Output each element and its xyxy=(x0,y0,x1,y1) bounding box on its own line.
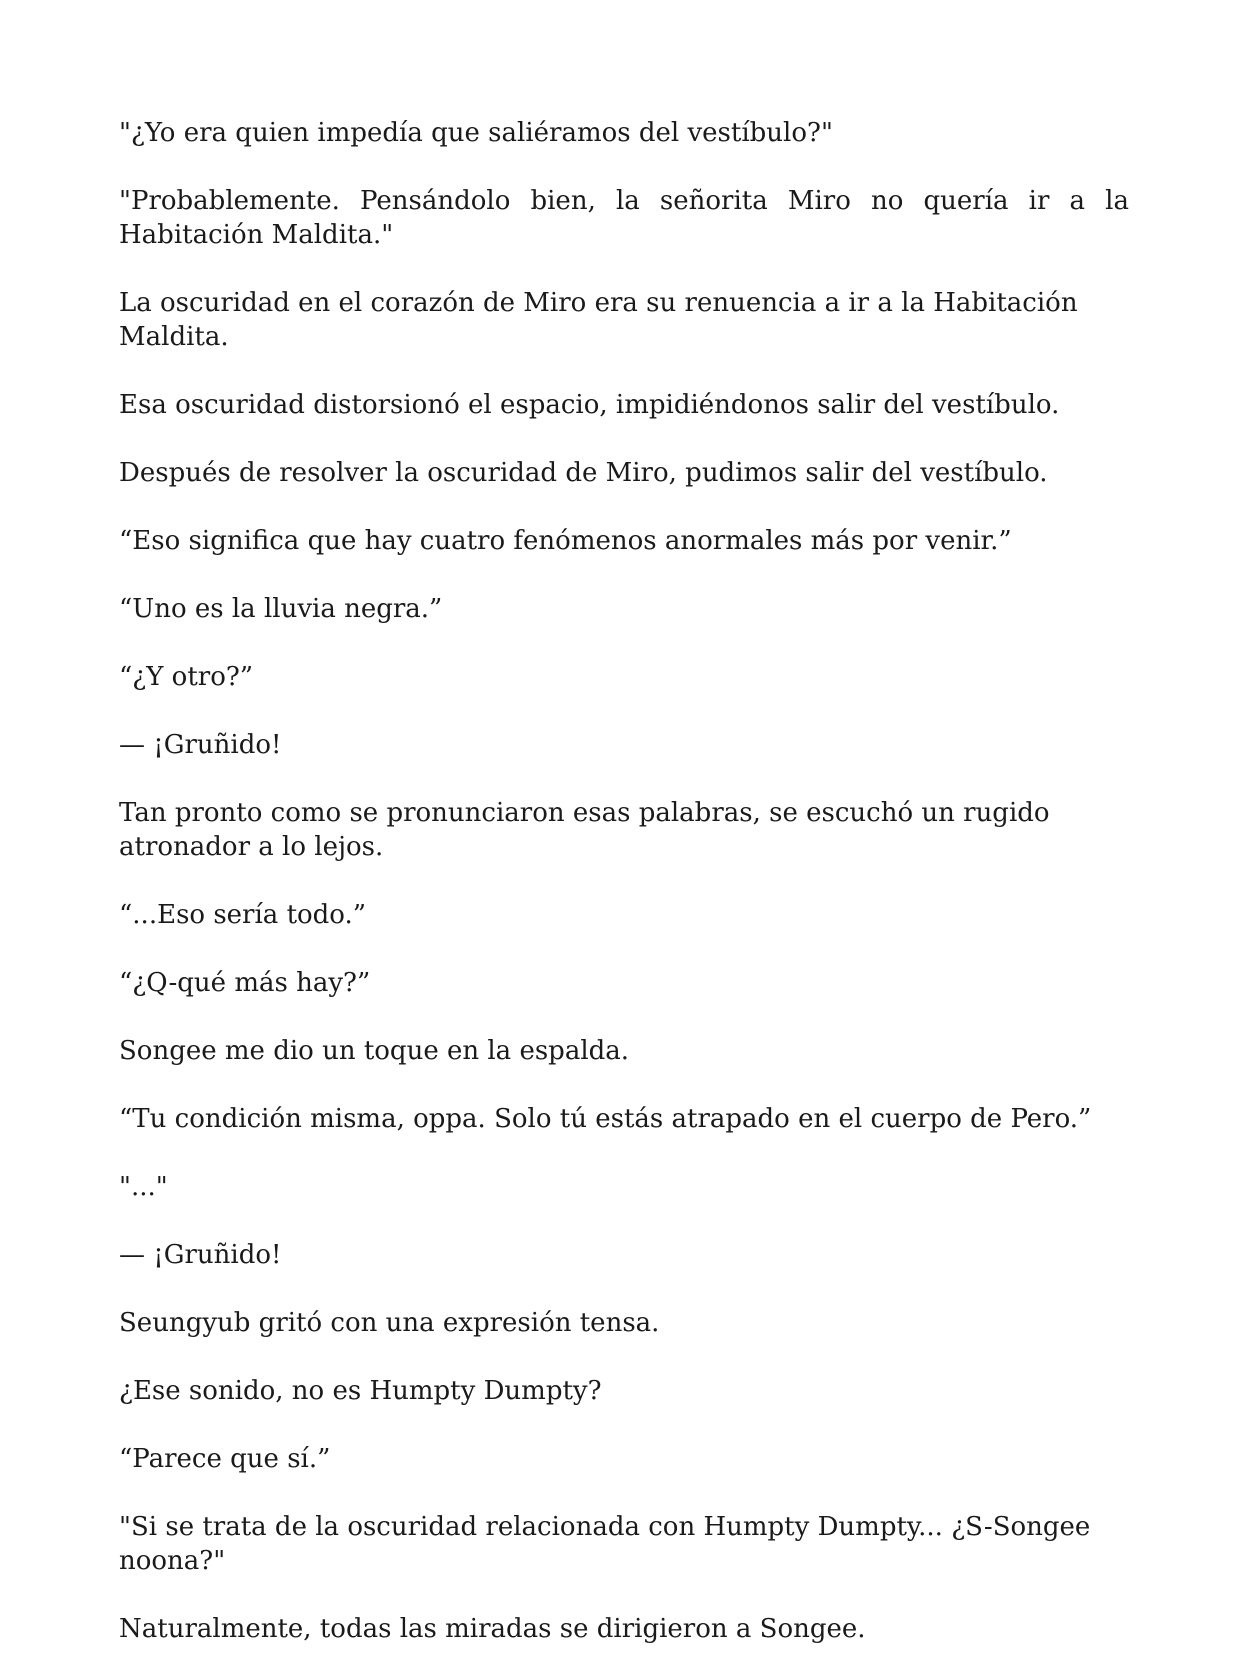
paragraph: “...Eso sería todo.” xyxy=(119,900,367,930)
paragraph: Naturalmente, todas las miradas se dirigieron a Songee. xyxy=(119,1614,866,1644)
paragraph: “Parece que sí.” xyxy=(119,1444,331,1474)
paragraph: La oscuridad en el corazón de Miro era su renuencia a ir a la Habitación Maldita. xyxy=(119,288,1078,352)
paragraph: Después de resolver la oscuridad de Miro, pudimos salir del vestíbulo. xyxy=(119,458,1048,488)
paragraph: Esa oscuridad distorsionó el espacio, impidiéndonos salir del vestíbulo. xyxy=(119,390,1060,420)
paragraph: Songee me dio un toque en la espalda. xyxy=(119,1036,630,1066)
paragraph: — ¡Gruñido! xyxy=(119,1240,282,1270)
paragraph: "Probablemente. Pensándolo bien, la señorita Miro no quería ir a la Habitación Maldita." xyxy=(119,186,1129,250)
paragraph: ¿Ese sonido, no es Humpty Dumpty? xyxy=(119,1376,602,1406)
paragraph: “Eso significa que hay cuatro fenómenos anormales más por venir.” xyxy=(119,526,1012,556)
paragraph: “Uno es la lluvia negra.” xyxy=(119,594,443,624)
paragraph: "¿Yo era quien impedía que saliéramos del vestíbulo?" xyxy=(119,118,833,148)
paragraph: "Si se trata de la oscuridad relacionada con Humpty Dumpty... ¿S-Songee noona?" xyxy=(119,1512,1091,1576)
paragraph: Tan pronto como se pronunciaron esas palabras, se escuchó un rugido atronador a lo lejos. xyxy=(119,798,1050,862)
paragraph: “¿Q-qué más hay?” xyxy=(119,968,371,998)
paragraph: — ¡Gruñido! xyxy=(119,730,282,760)
paragraph: “¿Y otro?” xyxy=(119,662,254,692)
paragraph: “Tu condición misma, oppa. Solo tú estás atrapado en el cuerpo de Pero.” xyxy=(119,1104,1092,1134)
paragraph: "..." xyxy=(119,1172,168,1202)
document-body xyxy=(119,116,1129,1680)
paragraph: Seungyub gritó con una expresión tensa. xyxy=(119,1308,660,1338)
